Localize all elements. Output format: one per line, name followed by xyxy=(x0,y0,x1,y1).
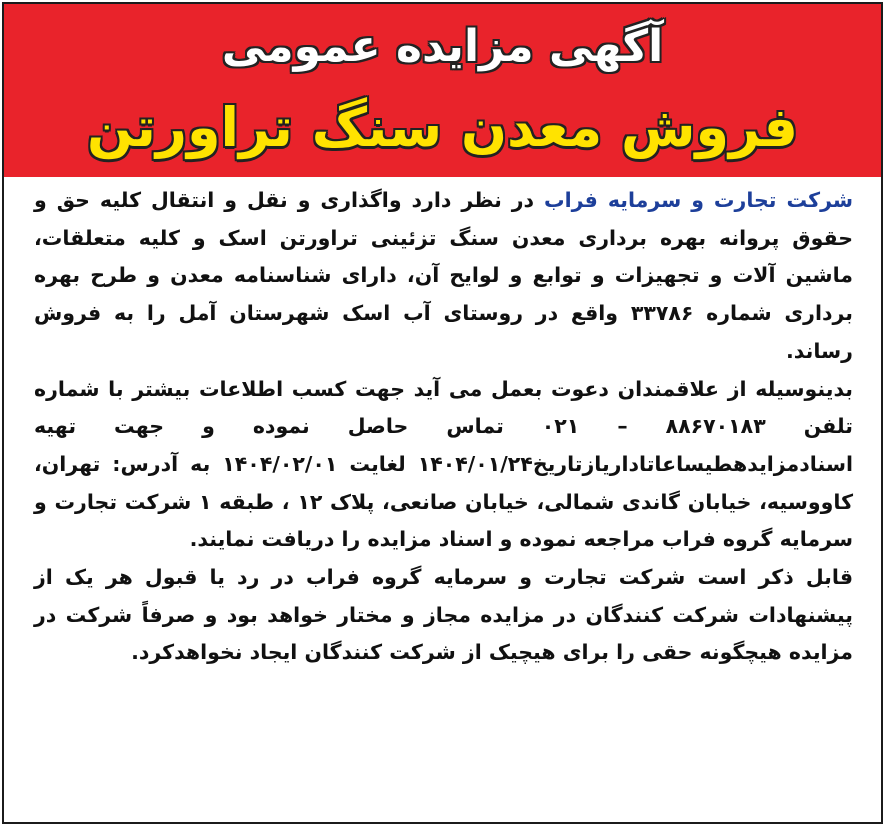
auction-notice xyxy=(2,2,883,824)
paragraph-intro xyxy=(34,182,853,371)
paragraph-intro-text: در نظر دارد واگذاری و نقل و انتقال کلیه حق و حقوق پروانه بهره برداری معدن سنگ تزئینی تراورتن اسک و کلیه متعلقات، ماشین آلات و تجهیزات و توابع و لوایح آن، دارای شناسنامه معدن و طرح بهره برداری شماره ۳۳۷۸۶ واقع در روستای آب اسک شهرستان آمل را به فروش رساند. xyxy=(34,188,853,363)
notice-title: آگهی مزایده عمومی xyxy=(221,21,664,72)
company-name: شرکت تجارت و سرمایه فراب xyxy=(544,188,853,212)
paragraph-conditions: قابل ذکر است شرکت تجارت و سرمایه گروه فراب در رد یا قبول هر یک از پیشنهادات شرکت کنندگان در مزایده مجاز و مختار خواهد بود و صرفاً شرکت در مزایده هیچگونه حقی را برای هیچیک از شرکت کنندگان ایجاد نخواهدکرد. xyxy=(34,565,853,665)
notice-subtitle: فروش معدن سنگ تراورتن xyxy=(87,96,798,159)
paragraph-contact: بدینوسیله از علاقمندان دعوت بعمل می آید جهت کسب اطلاعات بیشتر با شماره تلفن ۸۸۶۷۰۱۸۳ – ۰۲۱ تماس حاصل نموده و جهت تهیه اسنادمزایدهطیساعاتاداریازتاریخ۱۴۰۴/۰۱/۲۴ لغایت ۱۴۰۴/۰۲/۰۱ به آدرس: تهران، کاووسیه، خیابان گاندی شمالی، خیابان صانعی، پلاک ۱۲ ، طبقه ۱ شرکت تجارت و سرمایه گروه فراب مراجعه نموده و اسناد مزایده را دریافت نمایند. xyxy=(34,376,854,552)
header-banner xyxy=(4,4,881,177)
notice-body xyxy=(34,182,853,672)
